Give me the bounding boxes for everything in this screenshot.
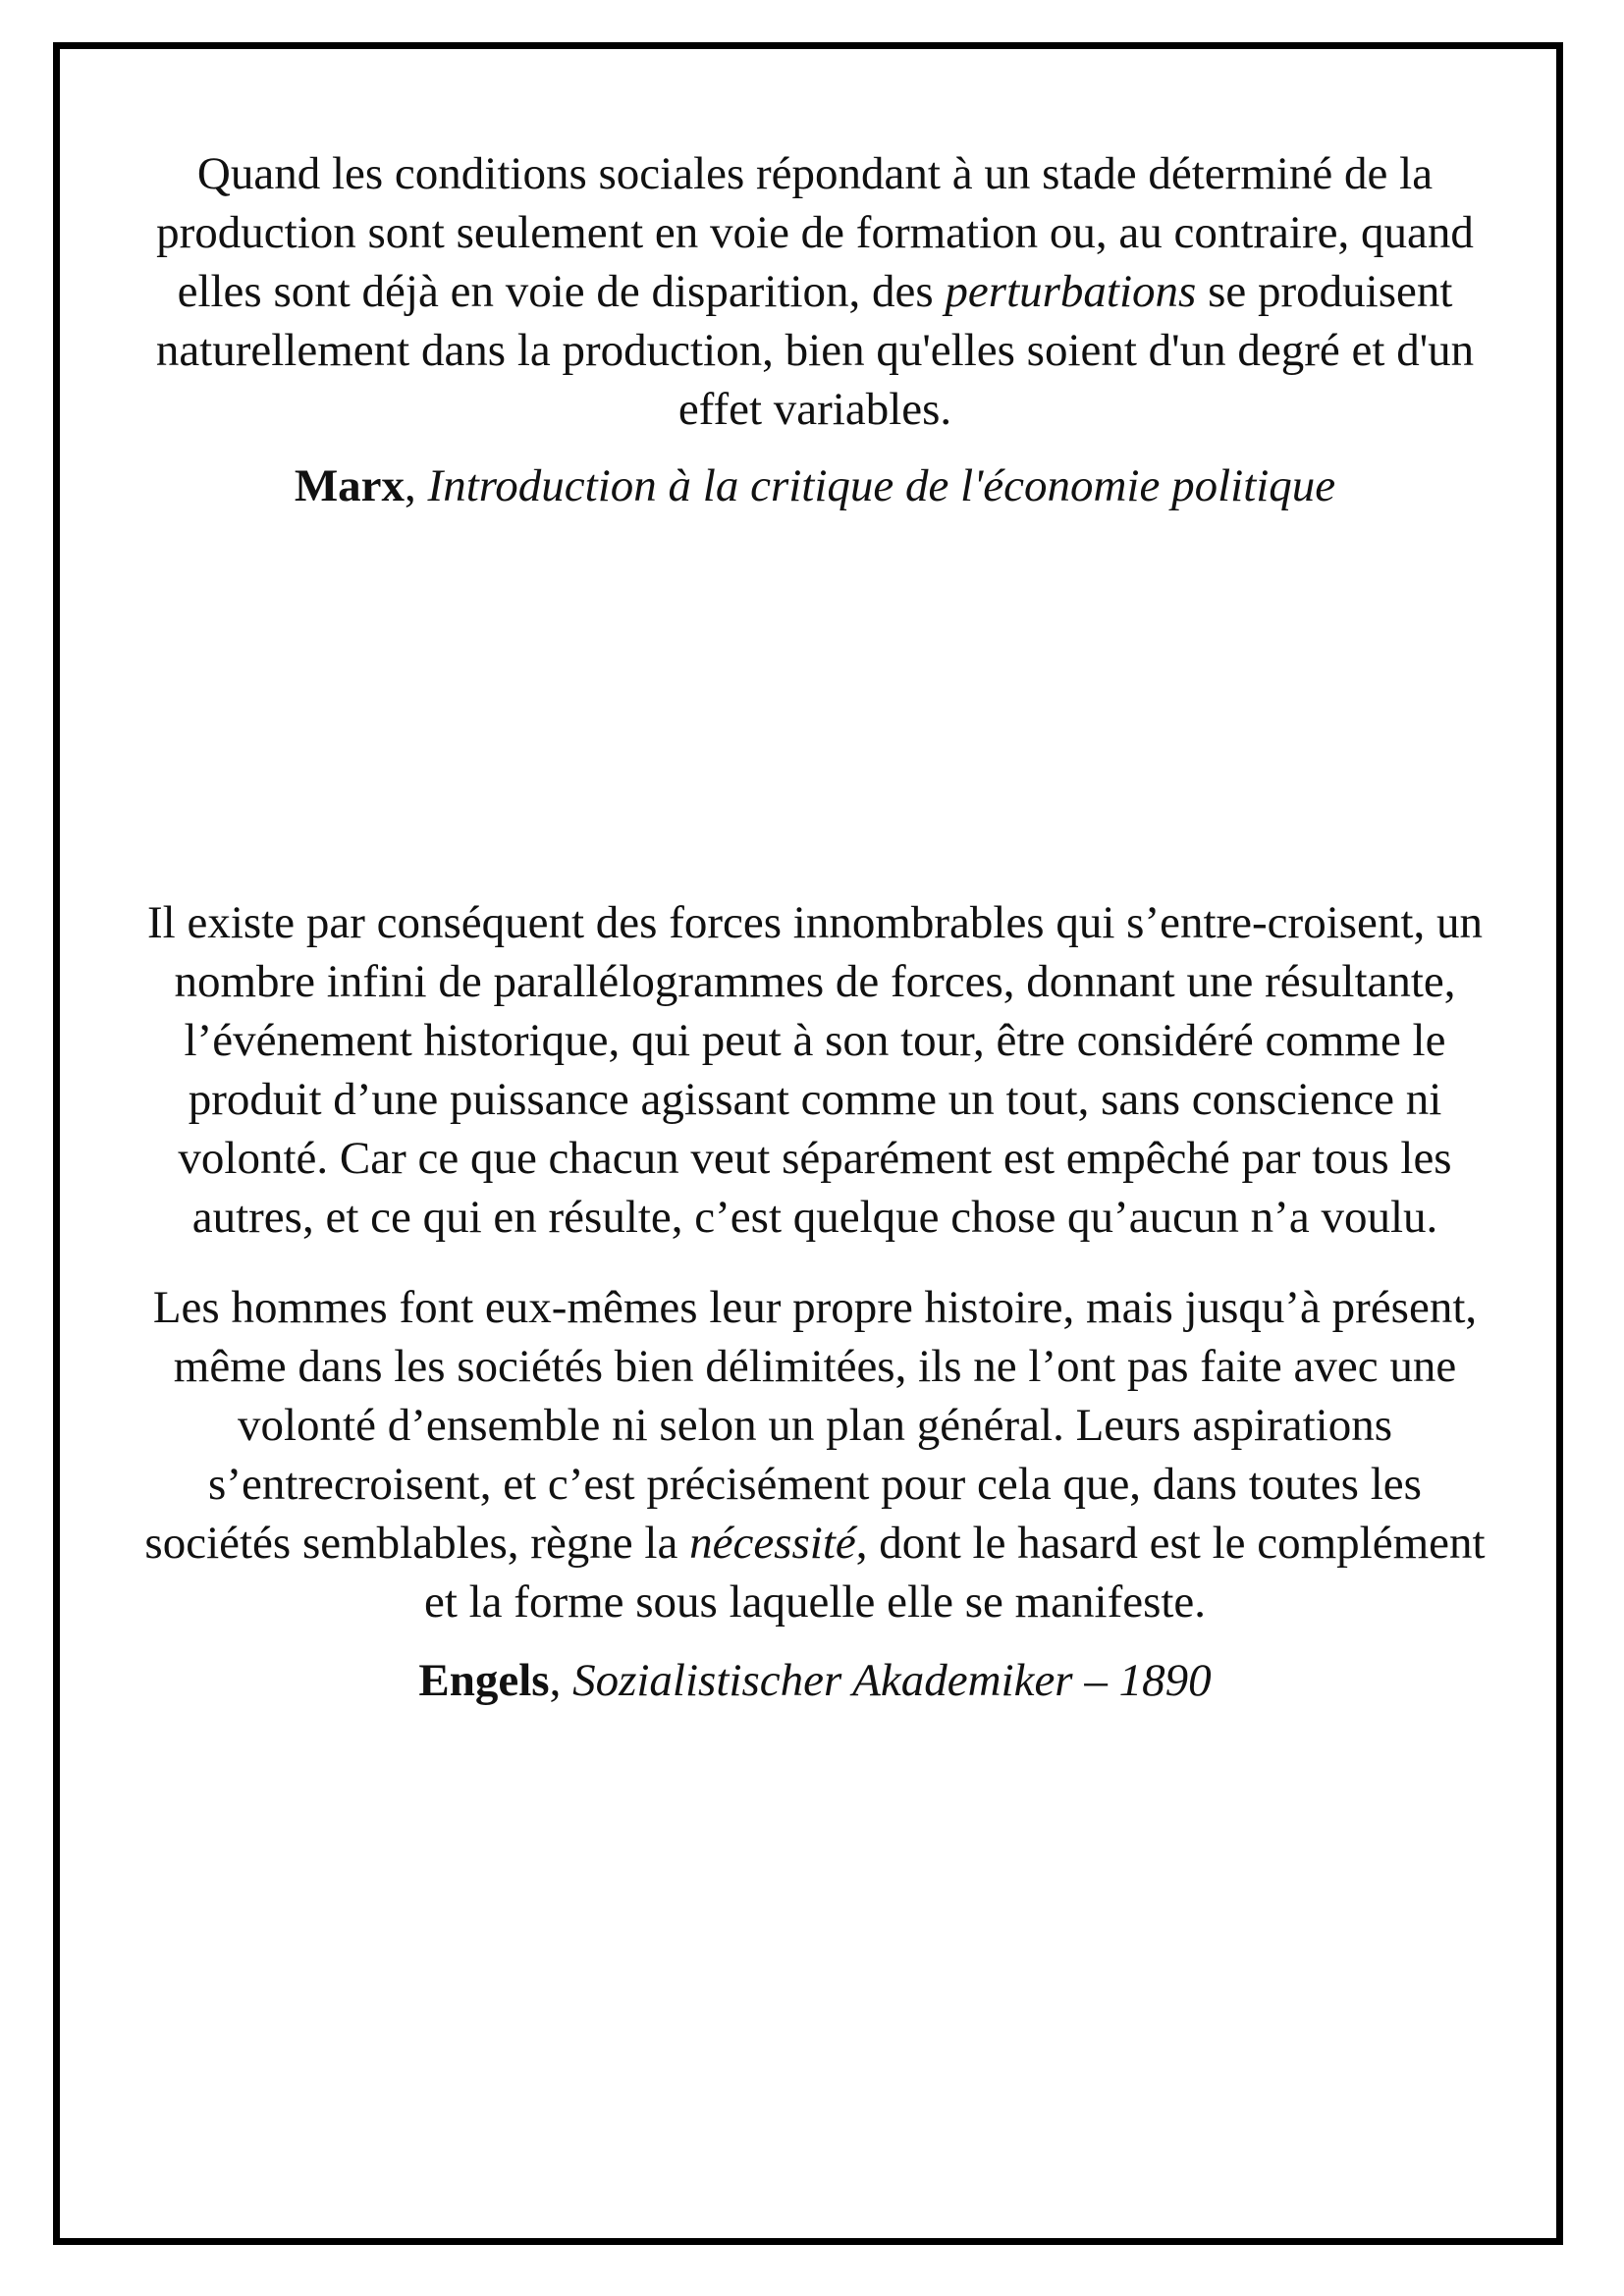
engels-separator: , <box>549 1655 573 1706</box>
engels-paragraph-2 <box>138 1278 1491 1631</box>
engels-quote-block <box>138 893 1491 1710</box>
marx-attribution <box>138 456 1491 515</box>
marx-quote-text-after: se produisent naturellement dans la production, bien qu'elles soient d'un degré et d'un effet variables. <box>155 266 1475 435</box>
engels-emphasis: nécessité <box>689 1518 856 1569</box>
marx-quote-text-before: Quand les conditions sociales répondant à un stade déterminé de la production sont seulement en voie de formation ou, au contraire, quand elles sont déjà en voie de disparition, des <box>156 148 1474 317</box>
engels-paragraph-2-after: , dont le hasard est le complément et la forme sous laquelle elle se manifeste. <box>423 1518 1486 1628</box>
engels-paragraph-1: Il existe par conséquent des forces innombrables qui s’entre-croisent, un nombre infini de parallélogrammes de forces, donnant une résultante, l’événement historique, qui peut à son tour, être considéré comme le produit d’une puissance agissant comme un tout, sans conscience ni volonté. Car ce que chacun veut séparément est empêché par tous les autres, et ce qui en résulte, c’est quelque chose qu’aucun n’a voulu. <box>147 897 1483 1243</box>
engels-author: Engels <box>418 1655 550 1706</box>
marx-author: Marx <box>294 460 406 511</box>
engels-source: Sozialistischer Akademiker – 1890 <box>572 1655 1212 1706</box>
engels-paragraph-2-before: Les hommes font eux-mêmes leur propre histoire, mais jusqu’à présent, même dans les sociétés bien délimitées, ils ne l’ont pas faite avec une volonté d’ensemble ni selon un plan général. Leurs aspirations s’entrecroisent, et c’est précisément pour cela que, dans toutes les sociétés semblables, règne la <box>144 1282 1478 1569</box>
marx-quote-emphasis: perturbations <box>945 266 1197 317</box>
marx-quote-text <box>138 144 1491 439</box>
marx-source: Introduction à la critique de l'économie politique <box>427 460 1336 511</box>
engels-attribution <box>138 1651 1491 1710</box>
marx-quote-block <box>138 144 1491 515</box>
page-border <box>53 42 1563 2245</box>
marx-separator: , <box>405 460 428 511</box>
